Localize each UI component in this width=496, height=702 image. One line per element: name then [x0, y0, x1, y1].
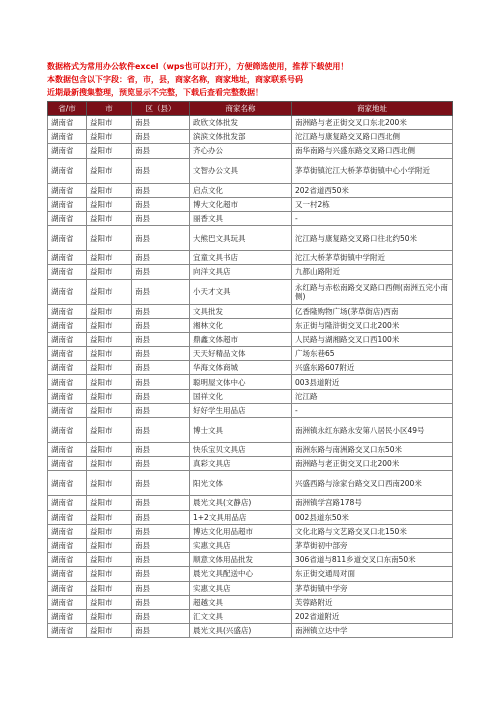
- table-row: [48, 524, 453, 538]
- merchant-address-cell: 202省道西50米: [292, 183, 453, 197]
- county-cell: 南县: [132, 144, 190, 158]
- city-cell: 益阳市: [87, 197, 132, 211]
- merchant-name-cell: 小天才文具: [190, 279, 292, 304]
- table-row: [48, 624, 453, 638]
- merchant-name-cell: 晨光文具(文静店): [190, 496, 292, 510]
- province-cell: 湖南省: [48, 279, 87, 304]
- notice-line: 本数据包含以下字段：省，市，县，商家名称，商家地址，商家联系号码: [47, 75, 303, 84]
- merchant-name-cell: 政欣文体批发: [190, 116, 292, 130]
- column-header: 省/市: [48, 102, 87, 116]
- province-cell: 湖南省: [48, 318, 87, 332]
- city-cell: 益阳市: [87, 624, 132, 638]
- table-row: [48, 279, 453, 304]
- county-cell: 南县: [132, 158, 190, 183]
- merchant-name-cell: 真彩文具店: [190, 457, 292, 471]
- city-cell: 益阳市: [87, 609, 132, 623]
- table-row: [48, 510, 453, 524]
- city-cell: 益阳市: [87, 158, 132, 183]
- city-cell: 益阳市: [87, 251, 132, 265]
- province-cell: 湖南省: [48, 567, 87, 581]
- table-row: [48, 418, 453, 443]
- county-cell: 南县: [132, 403, 190, 417]
- county-cell: 南县: [132, 251, 190, 265]
- merchant-name-cell: 汇文文具: [190, 609, 292, 623]
- notice-block: [47, 60, 457, 99]
- table-row: [48, 389, 453, 403]
- city-cell: 益阳市: [87, 538, 132, 552]
- table-row: [48, 538, 453, 552]
- merchant-address-cell: 芙蓉路附近: [292, 595, 453, 609]
- merchant-address-cell: 沱江路: [292, 389, 453, 403]
- county-cell: 南县: [132, 375, 190, 389]
- merchant-address-cell: 永红路与赤松南路交叉路口西侧(南洲五完小南侧): [292, 279, 453, 304]
- merchant-name-cell: 湘林文化: [190, 318, 292, 332]
- province-cell: 湖南省: [48, 624, 87, 638]
- table-row: [48, 553, 453, 567]
- merchant-address-cell: 茅草街镇沱江大桥茅草街镇中心小学附近: [292, 158, 453, 183]
- city-cell: 益阳市: [87, 332, 132, 346]
- city-cell: 益阳市: [87, 567, 132, 581]
- city-cell: 益阳市: [87, 389, 132, 403]
- city-cell: 益阳市: [87, 553, 132, 567]
- county-cell: 南县: [132, 510, 190, 524]
- province-cell: 湖南省: [48, 443, 87, 457]
- province-cell: 湖南省: [48, 251, 87, 265]
- merchant-name-cell: 鼎鑫文体超市: [190, 332, 292, 346]
- table-row: [48, 567, 453, 581]
- county-cell: 南县: [132, 116, 190, 130]
- county-cell: 南县: [132, 318, 190, 332]
- county-cell: 南县: [132, 443, 190, 457]
- merchant-name-cell: 向洋文具店: [190, 265, 292, 279]
- merchant-address-cell: 南洲路与老正街交叉口东北200米: [292, 116, 453, 130]
- city-cell: 益阳市: [87, 510, 132, 524]
- county-cell: 南县: [132, 609, 190, 623]
- table-row: [48, 158, 453, 183]
- province-cell: 湖南省: [48, 403, 87, 417]
- merchant-name-cell: 顺意文体用品批发: [190, 553, 292, 567]
- table-row: [48, 265, 453, 279]
- merchant-address-cell: 306省道与811乡道交叉口东南50米: [292, 553, 453, 567]
- merchant-address-cell: 又一村2栋: [292, 197, 453, 211]
- merchant-address-cell: 南洲镇学宫路178号: [292, 496, 453, 510]
- table-row: [48, 116, 453, 130]
- table-row: [48, 304, 453, 318]
- merchant-name-cell: 文智办公文具: [190, 158, 292, 183]
- table-row: [48, 471, 453, 496]
- county-cell: 南县: [132, 361, 190, 375]
- merchant-address-cell: 东正街与隆浒街交叉口北200米: [292, 318, 453, 332]
- merchant-address-cell: 南华南路与兴盛东路交叉路口西北侧: [292, 144, 453, 158]
- table-row: [48, 361, 453, 375]
- province-cell: 湖南省: [48, 553, 87, 567]
- table-row: [48, 443, 453, 457]
- merchant-name-cell: 天天好精品文体: [190, 347, 292, 361]
- merchant-name-cell: 聪明屋文体中心: [190, 375, 292, 389]
- merchant-address-cell: 广场东巷65: [292, 347, 453, 361]
- city-cell: 益阳市: [87, 581, 132, 595]
- province-cell: 湖南省: [48, 226, 87, 251]
- city-cell: 益阳市: [87, 375, 132, 389]
- table-row: [48, 318, 453, 332]
- merchant-name-cell: 实惠文具店: [190, 581, 292, 595]
- province-cell: 湖南省: [48, 581, 87, 595]
- county-cell: 南县: [132, 211, 190, 225]
- city-cell: 益阳市: [87, 496, 132, 510]
- province-cell: 湖南省: [48, 389, 87, 403]
- merchant-address-cell: 亿香隆购物广场(茅草街店)西南: [292, 304, 453, 318]
- merchant-name-cell: 启点文化: [190, 183, 292, 197]
- merchant-address-cell: 沱江路与康复路交叉路口西北侧: [292, 130, 453, 144]
- merchant-address-cell: 九都山路附近: [292, 265, 453, 279]
- city-cell: 益阳市: [87, 457, 132, 471]
- notice-line: 数据格式为常用办公软件excel（wps也可以打开），方便筛选使用，推荐下载使用！: [47, 62, 349, 71]
- county-cell: 南县: [132, 595, 190, 609]
- table-row: [48, 347, 453, 361]
- merchant-address-cell: 002县道东50米: [292, 510, 453, 524]
- province-cell: 湖南省: [48, 304, 87, 318]
- province-cell: 湖南省: [48, 183, 87, 197]
- merchant-name-cell: 大熊巴文具玩具: [190, 226, 292, 251]
- merchant-address-cell: 兴盛东路607附近: [292, 361, 453, 375]
- county-cell: 南县: [132, 418, 190, 443]
- column-header: 区（县）: [132, 102, 190, 116]
- merchant-address-cell: -: [292, 403, 453, 417]
- county-cell: 南县: [132, 553, 190, 567]
- county-cell: 南县: [132, 183, 190, 197]
- merchant-address-cell: 文化北路与文艺路交叉口北150米: [292, 524, 453, 538]
- table-row: [48, 403, 453, 417]
- city-cell: 益阳市: [87, 418, 132, 443]
- county-cell: 南县: [132, 471, 190, 496]
- county-cell: 南县: [132, 265, 190, 279]
- merchant-name-cell: 超越文具: [190, 595, 292, 609]
- table-row: [48, 375, 453, 389]
- merchant-name-cell: 1+2文具用品店: [190, 510, 292, 524]
- merchant-name-cell: 博大文化超市: [190, 197, 292, 211]
- province-cell: 湖南省: [48, 158, 87, 183]
- merchant-name-cell: 实惠文具店: [190, 538, 292, 552]
- merchant-address-cell: 茅草街初中部旁: [292, 538, 453, 552]
- city-cell: 益阳市: [87, 226, 132, 251]
- province-cell: 湖南省: [48, 130, 87, 144]
- table-row: [48, 457, 453, 471]
- merchant-name-cell: 文具批发: [190, 304, 292, 318]
- county-cell: 南县: [132, 304, 190, 318]
- province-cell: 湖南省: [48, 457, 87, 471]
- merchant-address-cell: 东正街交通局对面: [292, 567, 453, 581]
- city-cell: 益阳市: [87, 279, 132, 304]
- merchant-address-cell: 南洲路与老正街交叉口北200米: [292, 457, 453, 471]
- city-cell: 益阳市: [87, 361, 132, 375]
- city-cell: 益阳市: [87, 318, 132, 332]
- table-row: [48, 581, 453, 595]
- merchant-name-cell: 齐心办公: [190, 144, 292, 158]
- merchant-name-cell: 博达文化用品超市: [190, 524, 292, 538]
- merchant-address-cell: 南洲镇立达中学: [292, 624, 453, 638]
- province-cell: 湖南省: [48, 595, 87, 609]
- county-cell: 南县: [132, 279, 190, 304]
- province-cell: 湖南省: [48, 347, 87, 361]
- merchant-name-cell: 博士文具: [190, 418, 292, 443]
- province-cell: 湖南省: [48, 361, 87, 375]
- province-cell: 湖南省: [48, 524, 87, 538]
- city-cell: 益阳市: [87, 524, 132, 538]
- county-cell: 南县: [132, 389, 190, 403]
- province-cell: 湖南省: [48, 496, 87, 510]
- county-cell: 南县: [132, 581, 190, 595]
- merchant-name-cell: 丽香文具: [190, 211, 292, 225]
- table-row: [48, 332, 453, 346]
- province-cell: 湖南省: [48, 538, 87, 552]
- province-cell: 湖南省: [48, 418, 87, 443]
- county-cell: 南县: [132, 457, 190, 471]
- city-cell: 益阳市: [87, 443, 132, 457]
- table-row: [48, 197, 453, 211]
- table-row: [48, 130, 453, 144]
- merchant-address-cell: -: [292, 211, 453, 225]
- county-cell: 南县: [132, 624, 190, 638]
- merchant-address-cell: 南洲东路与南洲路交叉口东50米: [292, 443, 453, 457]
- county-cell: 南县: [132, 130, 190, 144]
- city-cell: 益阳市: [87, 265, 132, 279]
- merchant-table: [47, 101, 453, 638]
- table-row: [48, 595, 453, 609]
- city-cell: 益阳市: [87, 403, 132, 417]
- province-cell: 湖南省: [48, 332, 87, 346]
- city-cell: 益阳市: [87, 144, 132, 158]
- county-cell: 南县: [132, 538, 190, 552]
- merchant-name-cell: 快乐宝贝文具店: [190, 443, 292, 457]
- province-cell: 湖南省: [48, 116, 87, 130]
- table-row: [48, 211, 453, 225]
- merchant-name-cell: 华海文体商城: [190, 361, 292, 375]
- merchant-name-cell: 宜童文具书店: [190, 251, 292, 265]
- merchant-name-cell: 晨光文具(兴盛店): [190, 624, 292, 638]
- province-cell: 湖南省: [48, 471, 87, 496]
- merchant-address-cell: 003县道附近: [292, 375, 453, 389]
- merchant-address-cell: 南洲镇永红东路永安第八居民小区49号: [292, 418, 453, 443]
- county-cell: 南县: [132, 347, 190, 361]
- merchant-address-cell: 沱江大桥茅草街镇中学附近: [292, 251, 453, 265]
- province-cell: 湖南省: [48, 375, 87, 389]
- city-cell: 益阳市: [87, 595, 132, 609]
- merchant-address-cell: 茅草街镇中学旁: [292, 581, 453, 595]
- notice-line: 近期最新搜集整理，预览显示不完整，下载后查看完整数据！: [47, 88, 263, 97]
- province-cell: 湖南省: [48, 265, 87, 279]
- city-cell: 益阳市: [87, 304, 132, 318]
- city-cell: 益阳市: [87, 116, 132, 130]
- column-header: 商家地址: [292, 102, 453, 116]
- table-row: [48, 144, 453, 158]
- merchant-name-cell: 阳光文体: [190, 471, 292, 496]
- county-cell: 南县: [132, 524, 190, 538]
- table-row: [48, 251, 453, 265]
- county-cell: 南县: [132, 226, 190, 251]
- merchant-name-cell: 好好学生用品店: [190, 403, 292, 417]
- table-body: [48, 116, 453, 638]
- city-cell: 益阳市: [87, 471, 132, 496]
- province-cell: 湖南省: [48, 609, 87, 623]
- column-header: 商家名称: [190, 102, 292, 116]
- province-cell: 湖南省: [48, 510, 87, 524]
- table-row: [48, 183, 453, 197]
- column-header: 市: [87, 102, 132, 116]
- table-row: [48, 226, 453, 251]
- merchant-name-cell: 国祥文化: [190, 389, 292, 403]
- city-cell: 益阳市: [87, 347, 132, 361]
- table-row: [48, 496, 453, 510]
- county-cell: 南县: [132, 567, 190, 581]
- table-row: [48, 609, 453, 623]
- province-cell: 湖南省: [48, 211, 87, 225]
- province-cell: 湖南省: [48, 144, 87, 158]
- city-cell: 益阳市: [87, 183, 132, 197]
- county-cell: 南县: [132, 496, 190, 510]
- merchant-address-cell: 人民路与湖湘路交叉口西100米: [292, 332, 453, 346]
- merchant-address-cell: 202省道附近: [292, 609, 453, 623]
- table-header-row: [48, 102, 453, 116]
- city-cell: 益阳市: [87, 130, 132, 144]
- merchant-address-cell: 沱江路与康复路交叉路口往北约50米: [292, 226, 453, 251]
- merchant-name-cell: 滨滨文体批发部: [190, 130, 292, 144]
- province-cell: 湖南省: [48, 197, 87, 211]
- city-cell: 益阳市: [87, 211, 132, 225]
- merchant-address-cell: 兴盛西路与涂家台路交叉口西南200米: [292, 471, 453, 496]
- county-cell: 南县: [132, 197, 190, 211]
- merchant-name-cell: 晨光文具配送中心: [190, 567, 292, 581]
- county-cell: 南县: [132, 332, 190, 346]
